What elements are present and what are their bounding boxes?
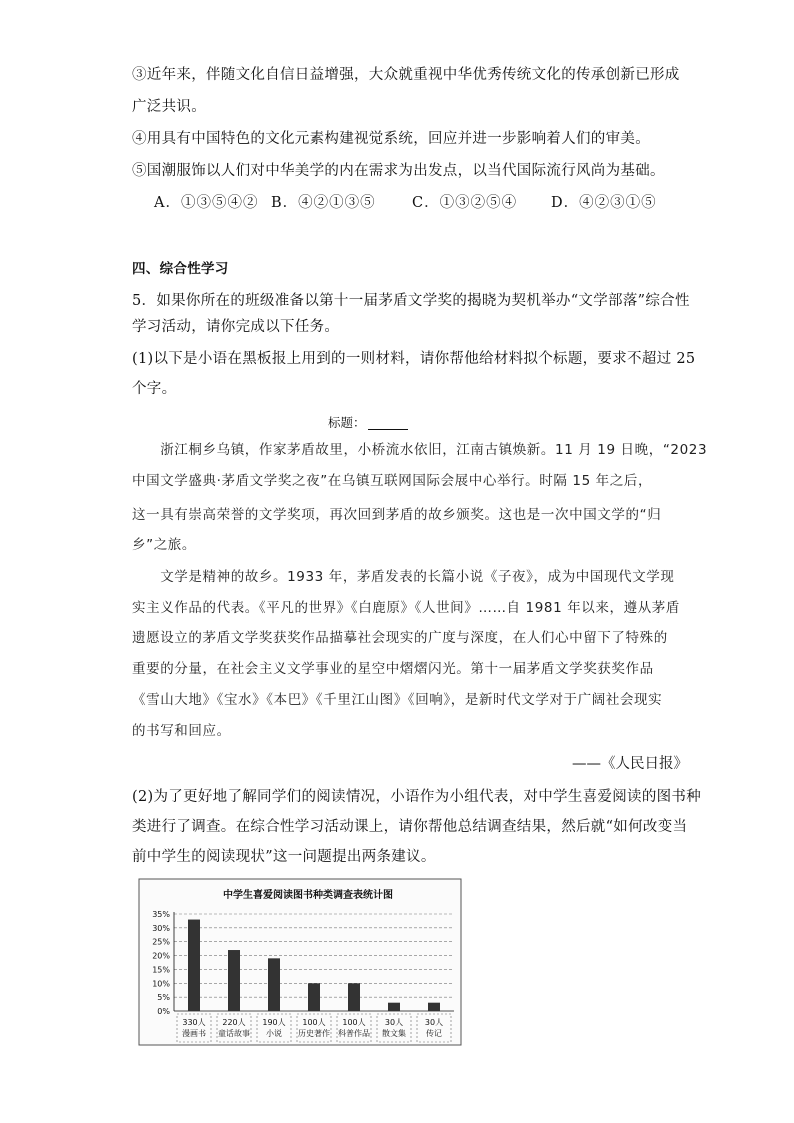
category-label: 漫画书 xyxy=(182,1029,206,1038)
option-a: A．①③⑤④② xyxy=(154,195,259,211)
bar xyxy=(388,1003,400,1011)
y-tick-label: 30% xyxy=(152,923,170,933)
category-label: 童话故事 xyxy=(218,1029,250,1038)
y-tick-label: 25% xyxy=(152,937,170,947)
category-count-label: 330人 xyxy=(182,1018,206,1027)
question-5-line-1: 5．如果你所在的班级准备以第十一届茅盾文学奖的揭晓为契机举办“文学部落”综合性 xyxy=(132,293,690,309)
option-d: D．④②③①⑤ xyxy=(551,195,657,211)
task-2-line-3: 前中学生的阅读现状”这一问题提出两条建议。 xyxy=(132,849,436,865)
y-tick-label: 35% xyxy=(152,910,170,919)
material-line-2: 中国文学盛典·茅盾文学奖之夜”在乌镇互联网国际会展中心举行。时隔 15 年之后， xyxy=(132,473,653,489)
material-line-1: 浙江桐乡乌镇，作家茅盾故里，小桥流水依旧，江南古镇焕新。11 月 19 日晚，“2023 xyxy=(132,442,708,458)
y-tick-label: 5% xyxy=(157,993,170,1003)
statement-4: ④用具有中国特色的文化元素构建视觉系统，回应并进一步影响着人们的审美。 xyxy=(132,131,650,147)
bar xyxy=(308,983,320,1011)
bar xyxy=(268,958,280,1011)
category-count-label: 190人 xyxy=(262,1018,286,1027)
material-line-7: 遗愿设立的茅盾文学奖获奖作品描摹社会现实的广度与深度，在人们心中留下了特殊的 xyxy=(132,630,668,646)
material-line-10: 的书写和回应。 xyxy=(132,723,231,739)
statement-5: ⑤国潮服饰以人们对中华美学的内在需求为出发点，以当代国际流行风尚为基础。 xyxy=(132,163,665,179)
category-label: 散文集 xyxy=(382,1029,406,1038)
source-attribution: ——《人民日报》 xyxy=(572,756,688,772)
title-blank[interactable] xyxy=(368,417,408,430)
reading-survey-chart xyxy=(138,878,462,1050)
y-tick-label: 0% xyxy=(157,1007,170,1016)
title-prompt xyxy=(328,413,408,431)
section-title: 四、综合性学习 xyxy=(132,261,229,277)
statement-3-line-1: ③近年来，伴随文化自信日益增强，大众就重视中华优秀传统文化的传承创新已形成 xyxy=(132,67,680,83)
chart-title: 中学生喜爱阅读图书种类调查表统计图 xyxy=(223,890,393,901)
category-count-label: 220人 xyxy=(222,1018,246,1027)
option-c: C．①③②⑤④ xyxy=(412,195,518,211)
bar xyxy=(348,983,360,1011)
task-2-line-2: 类进行了调查。在综合性学习活动课上，请你帮他总结调查结果，然后就“如何改变当 xyxy=(132,819,688,835)
category-count-label: 30人 xyxy=(424,1018,444,1027)
task-2-line-1: (2)为了更好地了解同学们的阅读情况，小语作为小组代表，对中学生喜爱阅读的图书种 xyxy=(132,789,702,805)
material-line-4: 乡”之旅。 xyxy=(132,537,196,553)
bar xyxy=(428,1003,440,1011)
material-line-5: 文学是精神的故乡。1933 年，茅盾发表的长篇小说《子夜》，成为中国现代文学现 xyxy=(132,569,675,585)
task-1-line-2: 个字。 xyxy=(132,381,177,397)
category-count-label: 100人 xyxy=(302,1018,326,1027)
category-label: 历史著作 xyxy=(298,1029,330,1038)
bar xyxy=(228,950,240,1011)
option-b: B．④②①③⑤ xyxy=(271,195,376,211)
y-tick-label: 10% xyxy=(152,979,170,989)
question-5-line-2: 学习活动，请你完成以下任务。 xyxy=(132,319,340,335)
category-count-label: 100人 xyxy=(342,1018,366,1027)
material-line-8: 重要的分量，在社会主义文学事业的星空中熠熠闪光。第十一届茅盾文学奖获奖作品 xyxy=(132,661,654,677)
category-label: 传记 xyxy=(426,1029,442,1038)
material-line-9: 《雪山大地》《宝水》《本巴》《千里江山图》《回响》，是新时代文学对于广阔社会现实 xyxy=(132,692,663,708)
bar xyxy=(188,920,200,1011)
material-line-3: 这一具有崇高荣誉的文学奖项，再次回到茅盾的故乡颁奖。这也是一次中国文学的“归 xyxy=(132,507,662,523)
task-1-line-1: (1)以下是小语在黑板报上用到的一则材料，请你帮他给材料拟个标题，要求不超过 25 xyxy=(132,351,696,367)
category-label: 小说 xyxy=(266,1029,282,1038)
title-label: 标题： xyxy=(328,415,366,430)
chart-svg xyxy=(138,878,462,1050)
category-label: 科普作品 xyxy=(338,1029,370,1038)
y-tick-label: 15% xyxy=(152,965,170,975)
statement-3-line-2: 广泛共识。 xyxy=(132,99,206,115)
category-count-label: 30人 xyxy=(384,1018,404,1027)
material-line-6: 实主义作品的代表。《平凡的世界》《白鹿原》《人世间》……自 1981 年以来，遵从茅盾 xyxy=(132,600,680,616)
y-tick-label: 20% xyxy=(152,951,170,961)
